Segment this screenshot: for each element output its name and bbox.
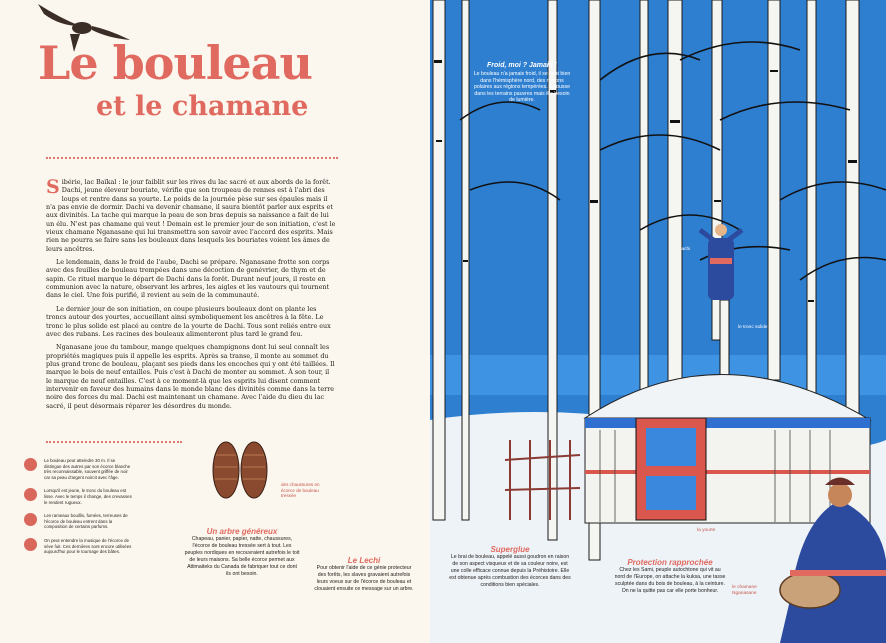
fact-text: Le bouleau peut atteindre 30 m. Il se distingue des autres par son écorce blanche très reconnaissable, souvent griffée de noir car sa peau d'argent noircit avec l'âge. — [44, 458, 131, 480]
paragraph — [46, 178, 336, 253]
eye-icon — [24, 458, 37, 471]
paragraph: Nganasane joue du tambour, mange quelques champignons dont lui seul connaît les propriétés magiques puis il appelle les esprits. Après sa transe, il monte au sommet du plus grand tronc de bouleau, plaçant ses pieds dans les encoches qui y ont été taillées. Il marque le bois de neuf entailles. Puis c'est à Dachi de monter au sommet. À son tour, il le marque de neuf entailles. C'est à ce moment-là que les esprits lui disent comment intervenir en faveur des humains dans le monde blanc des divinités comme dans la terre noire des forces du mal. Dachi est maintenant un chamane. Avec l'aide du dieu du lac sacré, il peut désormais réparer les désordres du monde. — [46, 343, 335, 410]
section-body: Chez les Sami, peuple autochtone qui vit au nord de l'Europe, on attache la kuksa, une tasse sculptée dans du bois de bouleau, à la ceinture. On ne la quitte pas car elle porte bonheur. — [614, 567, 726, 594]
fact-text: Lorsqu'il est jeune, le tronc du bouleau est lisse. Avec le temps il change, des crevasses le rendent rugueux. — [44, 488, 132, 505]
hand-icon — [24, 513, 37, 526]
section-title: Protection rapprochée — [627, 558, 713, 567]
fact-item — [24, 458, 134, 480]
label-chamane: le chamane Nganasane — [732, 585, 757, 596]
section-body: Chapeau, panier, papier, natte, chaussures, l'écorce de bouleau tressée sert à tout. Les peuples nordiques en recouvraient autrefois le toit de leurs maisons. Sa belle écorce permet aux Attimaiteks du Canada de fabriquer tout ce dont ils ont besoin. — [184, 536, 300, 577]
title-line-1: Le bouleau — [38, 36, 312, 90]
story-body — [46, 178, 336, 415]
fact-item — [24, 538, 134, 555]
section-body: Pour obtenir l'aide de ce génie protecteur des forêts, les slaves gravaient autrefois leurs voeux sur de l'écorce de bouleau et clouaient ensuite ce message sur un arbre. — [314, 565, 414, 592]
paragraph-text: ibérie, lac Baïkal : le jour faiblit sur les rives du lac sacré et aux abords de la forêt. Dachi, jeune éleveur bouriate, vérifie que son troupeau de rennes est à l'abri des loups et rentre dans sa yourte. Le poids de la journée pèse sur ses épaules mais il n'a pas envie de dormir. Dachi va devenir chamane, il saura bientôt parler aux esprits et aux divinités. La tache qui marque la peau de son bras depuis sa naissance a fait de lui un élu. N'est pas chamane qui veut ! Demain est le premier jour de son initiation, c'est le vieux chamane Nganasane qui lui transmettra son savoir avec l'accord des esprits. Mais rien ne pourra se faire sans les bouleaux dans lesquels les bouriates voient les âmes de leurs ancêtres. — [46, 178, 336, 253]
label-tronc: le tronc solide — [738, 325, 768, 330]
section-body: Le brai de bouleau, appelé aussi goudron en raison de son aspect visqueux et de sa couleur noire, est une colle efficace connue depuis la Préhistoire. Elle est obtenue après combustion des écorces dans des conditions bien spéciales. — [449, 554, 571, 588]
drop-cap: S — [46, 176, 60, 198]
fact-text: On peut entendre la musique de l'écorce de sève fuit. Ces dernières sont encore utilisées aujourd'hui pour le tournage des bâtes. — [44, 537, 132, 555]
section-arbre-genereux — [184, 527, 300, 578]
froid-title: Froid, moi ? Jamais ! — [486, 62, 557, 69]
paragraph: Le lendemain, dans le froid de l'aube, Dachi se prépare. Nganasane frotte son corps avec des feuilles de bouleau trempées dans une décoction de genévrier, de thym et de sapin. Ce rituel marque le départ de Dachi dans la forêt. Durant neuf jours, il reste en communion avec la nature, observant les arbres, les aigles et les vautours qui tournent dans le ciel. Une fois purifié, il revient au sein de la communauté. — [46, 258, 330, 300]
fact-item — [24, 513, 134, 530]
paragraph: Le dernier jour de son initiation, on coupe plusieurs bouleaux dont on plante les troncs autour des yourtes, accueillant ainsi symboliquement les ancêtres à la fête. Le tronc le plus solide est placé au centre de la yourte de Dachi. Tous sont reliés entre eux avec des rubans. Les racines des bouleaux alimenteront plus tard le grand feu. — [46, 304, 331, 338]
divider-bottom — [46, 441, 182, 443]
label-yourte: la yourte — [697, 528, 716, 533]
froid-box — [472, 62, 572, 104]
fire-icon — [24, 538, 37, 551]
section-title: Superglue — [490, 545, 530, 554]
shoes-caption: des chaussures en écorce de bouleau tressée — [281, 482, 320, 499]
facts-list — [24, 458, 134, 563]
title-line-2: et le chamane — [96, 91, 309, 122]
leaf-icon — [24, 488, 37, 501]
section-title: Un arbre généreux — [206, 527, 278, 536]
label-dachi: Dachi — [678, 247, 691, 252]
drum — [780, 572, 840, 608]
fact-item — [24, 488, 134, 505]
section-superglue — [448, 545, 572, 589]
fact-text: Les rameaux bouillis, fumées, terreuses de l'écorce de bouleau entrent dans la composition de certains parfums. — [44, 513, 128, 530]
froid-body: Le bouleau n'a jamais froid, il se sent bien dans l'hémisphère nord, des régions polaires aux régions tempérées. Il pousse dans les terrains pauvres mais il a besoin de lumière. — [473, 71, 571, 104]
section-title: Le Lechi — [347, 556, 381, 565]
section-protection — [614, 558, 726, 595]
section-lechi — [312, 556, 416, 593]
divider-top — [46, 157, 338, 159]
